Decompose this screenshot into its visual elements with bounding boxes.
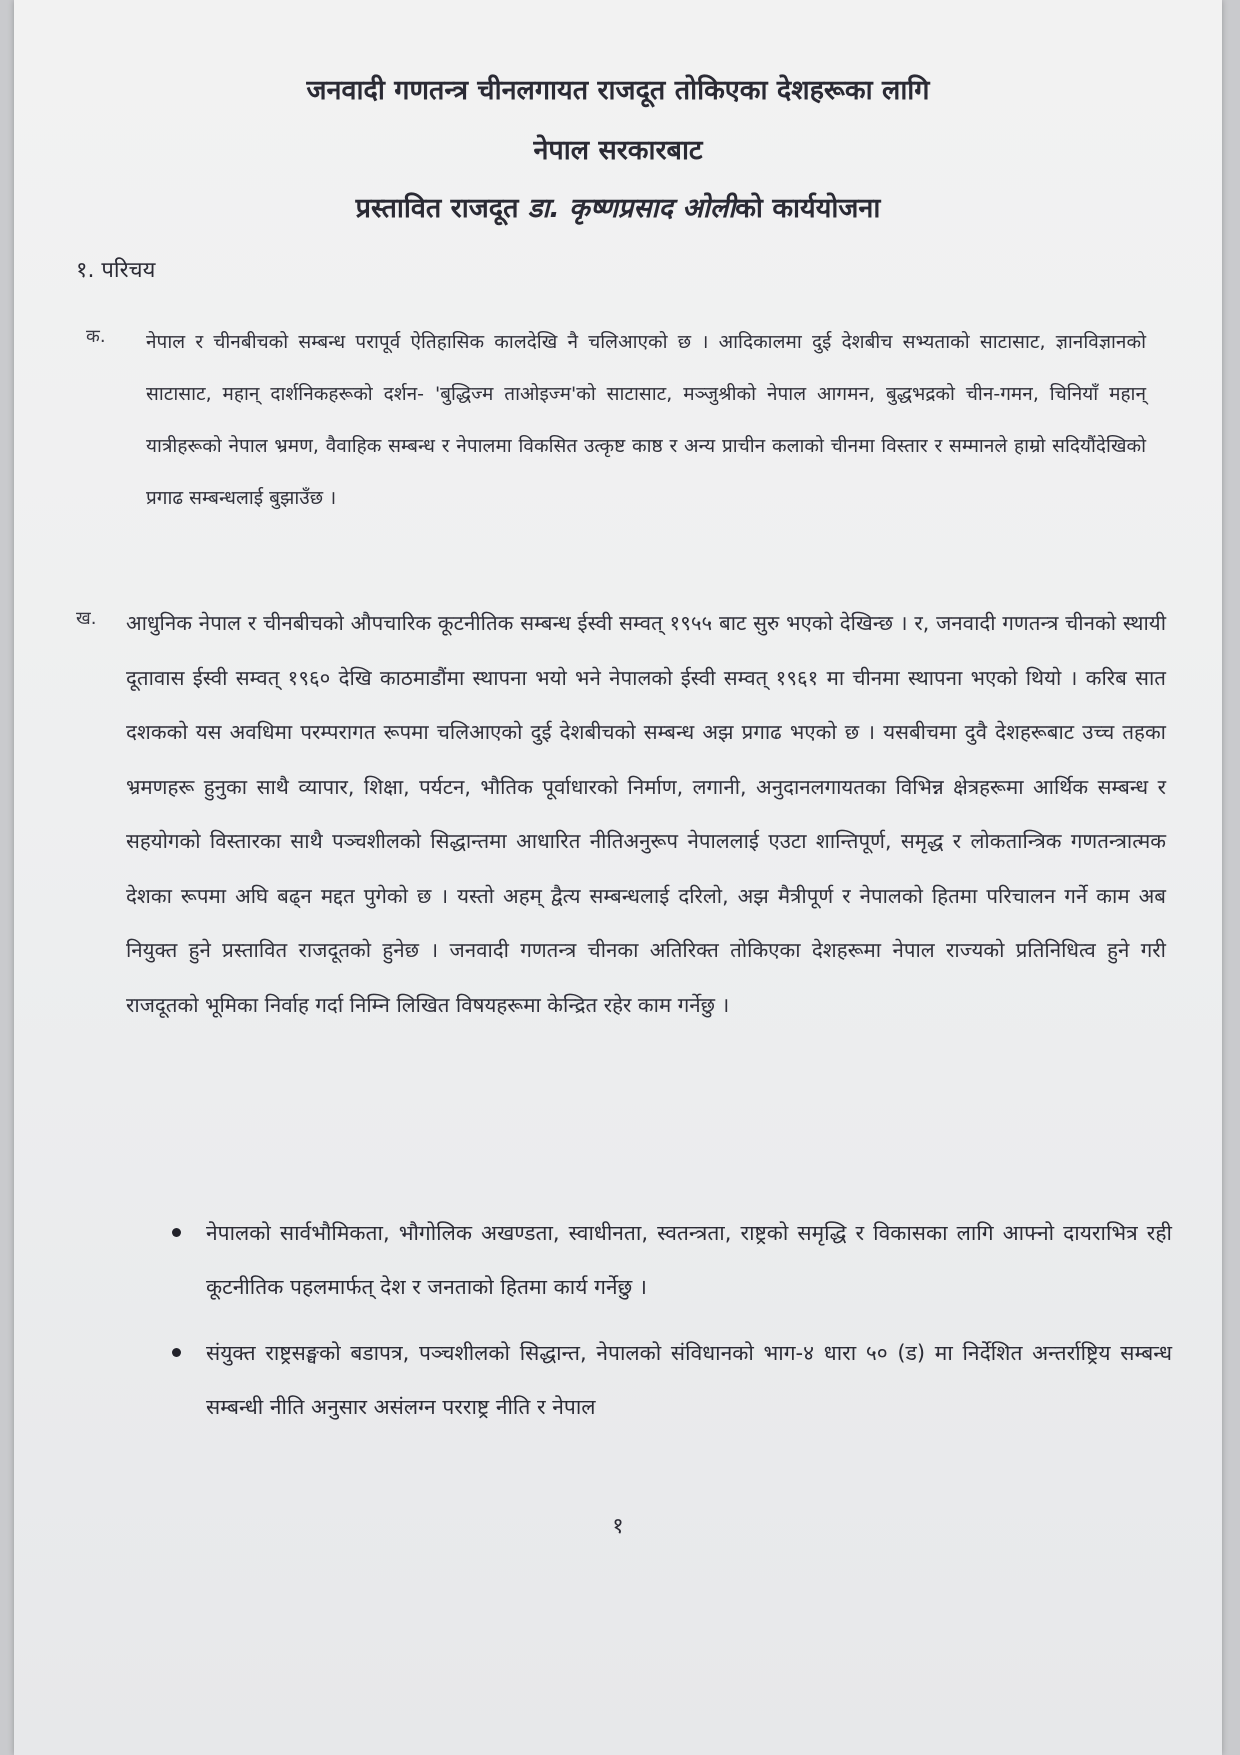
bullet-icon bbox=[172, 1348, 181, 1357]
title-line-2: नेपाल सरकारबाट bbox=[533, 135, 703, 166]
title-line-3 bbox=[14, 188, 1222, 225]
paragraph-a: नेपाल र चीनबीचको सम्बन्ध परापूर्व ऐतिहासिक कालदेखि नै चलिआएको छ । आदिकालमा दुई देशबीच सभ्यताको साटासाट, ज्ञानविज्ञानको साटासाट, महान् दार्शनिकहरूको दर्शन- 'बुद्धिज्म ताओइज्म'को साटासाट, मञ्जुश्रीको नेपाल आगमन, बुद्धभद्रको चीन-गमन, चिनियाँ महान् यात्रीहरूको नेपाल भ्रमण, वैवाहिक सम्बन्ध र नेपालमा विकसित उत्कृष्ट काष्ठ र अन्य प्राचीन कलाको चीनमा विस्तार र सम्मानले हाम्रो सदियौंदेखिको प्रगाढ सम्बन्धलाई बुझाउँछ । bbox=[146, 331, 1146, 509]
title-line-3-prefix: प्रस्तावित राजदूत bbox=[355, 193, 528, 224]
para-a-label: क. bbox=[86, 326, 106, 347]
document-page bbox=[14, 0, 1222, 1755]
ambassador-name: डा. कृष्णप्रसाद ओली bbox=[527, 193, 736, 224]
list-item bbox=[162, 1326, 1172, 1434]
page-number: १ bbox=[612, 1514, 624, 1539]
commitment-list bbox=[162, 1206, 1172, 1446]
section-heading-introduction: १. परिचय bbox=[76, 258, 156, 283]
list-item-text: संयुक्त राष्ट्रसङ्घको बडापत्र, पञ्चशीलको सिद्धान्त, नेपालको संविधानको भाग-४ धारा ५० (ड) मा निर्देशित अन्तर्राष्ट्रिय सम्बन्ध सम्बन्धी नीति अनुसार असंलग्न परराष्ट्र नीति र नेपाल bbox=[206, 1341, 1172, 1419]
title-line-3-suffix: को कार्ययोजना bbox=[735, 193, 881, 224]
paragraph-b: आधुनिक नेपाल र चीनबीचको औपचारिक कूटनीतिक सम्बन्ध ईस्वी सम्वत् १९५५ बाट सुरु भएको देखिन्छ । र, जनवादी गणतन्त्र चीनको स्थायी दूतावास ईस्वी सम्वत् १९६० देखि काठमाडौंमा स्थापना भयो भने नेपालको ईस्वी सम्वत् १९६१ मा चीनमा स्थापना भएको थियो । करिब सात दशकको यस अवधिमा परम्परागत रूपमा चलिआएको दुई देशबीचको सम्बन्ध अझ प्रगाढ भएको छ । यसबीचमा दुवै देशहरूबाट उच्च तहका भ्रमणहरू हुनुका साथै व्यापार, शिक्षा, पर्यटन, भौतिक पूर्वाधारको निर्माण, लगानी, अनुदानलगायतका विभिन्न क्षेत्रहरूमा आर्थिक सम्बन्ध र सहयोगको विस्तारका साथै पञ्चशीलको सिद्धान्तमा आधारित नीतिअनुरूप नेपाललाई एउटा शान्तिपूर्ण, समृद्ध र लोकतान्त्रिक गणतन्त्रात्मक देशका रूपमा अघि बढ्न मद्दत पुगेको छ । यस्तो अहम् द्वैत्य सम्बन्धलाई दरिलो, अझ मैत्रीपूर्ण र नेपालको हितमा परिचालन गर्ने काम अब नियुक्त हुने प्रस्तावित राजदूतको हुनेछ । जनवादी गणतन्त्र चीनका अतिरिक्त तोकिएका देशहरूमा नेपाल राज्यको प्रतिनिधित्व हुने गरी राजदूतको भूमिका निर्वाह गर्दा निम्नि लिखित विषयहरूमा केन्द्रित रहेर काम गर्नेछु । bbox=[126, 611, 1166, 1017]
title-line-1: जनवादी गणतन्त्र चीनलगायत राजदूत तोकिएका देशहरूका लागि bbox=[306, 75, 930, 106]
bullet-icon bbox=[172, 1228, 181, 1237]
list-item-text: नेपालको सार्वभौमिकता, भौगोलिक अखण्डता, स्वाधीनता, स्वतन्त्रता, राष्ट्रको समृद्धि र विकासका लागि आफ्नो दायराभित्र रही कूटनीतिक पहलमार्फत् देश र जनताको हितमा कार्य गर्नेछु । bbox=[206, 1221, 1172, 1299]
para-b-label: ख. bbox=[76, 608, 97, 629]
list-item bbox=[162, 1206, 1172, 1314]
